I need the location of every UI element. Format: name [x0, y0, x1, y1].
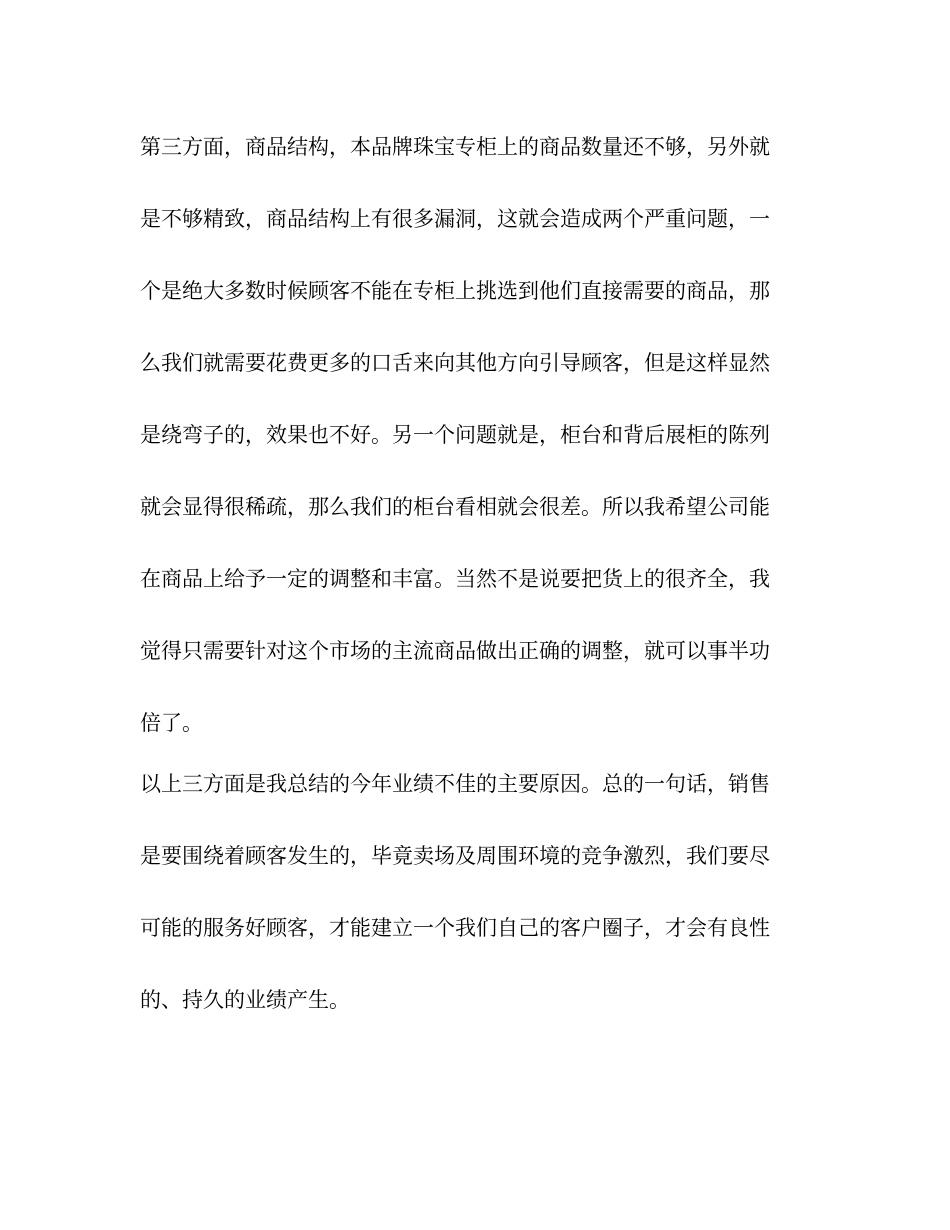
paragraph-1-line-5: 是绕弯子的，效果也不好。另一个问题就是，柜台和背后展柜的陈列 — [140, 423, 770, 447]
paragraph-1-line-7: 在商品上给予一定的调整和丰富。当然不是说要把货上的很齐全，我 — [140, 567, 770, 591]
paragraph-2-line-2: 是要围绕着顾客发生的，毕竟卖场及周围环境的竞争激烈，我们要尽 — [140, 844, 770, 868]
paragraph-1-line-4: 么我们就需要花费更多的口舌来向其他方向引导顾客，但是这样显然 — [140, 351, 770, 375]
paragraph-1-line-6: 就会显得很稀疏，那么我们的柜台看相就会很差。所以我希望公司能 — [140, 495, 770, 519]
paragraph-2-line-1: 以上三方面是我总结的今年业绩不佳的主要原因。总的一句话，销售 — [140, 772, 770, 796]
paragraph-1-line-9: 倍了。 — [140, 711, 203, 735]
paragraph-1-line-1: 第三方面，商品结构，本品牌珠宝专柜上的商品数量还不够，另外就 — [140, 135, 770, 159]
paragraph-1-line-3: 个是绝大多数时候顾客不能在专柜上挑选到他们直接需要的商品，那 — [140, 279, 770, 303]
paragraph-1-line-2: 是不够精致，商品结构上有很多漏洞，这就会造成两个严重问题，一 — [140, 207, 770, 231]
paragraph-2-line-4: 的、持久的业绩产生。 — [140, 988, 350, 1012]
paragraph-1-line-8: 觉得只需要针对这个市场的主流商品做出正确的调整，就可以事半功 — [140, 639, 770, 663]
paragraph-2-line-3: 可能的服务好顾客，才能建立一个我们自己的客户圈子，才会有良性 — [140, 916, 770, 940]
